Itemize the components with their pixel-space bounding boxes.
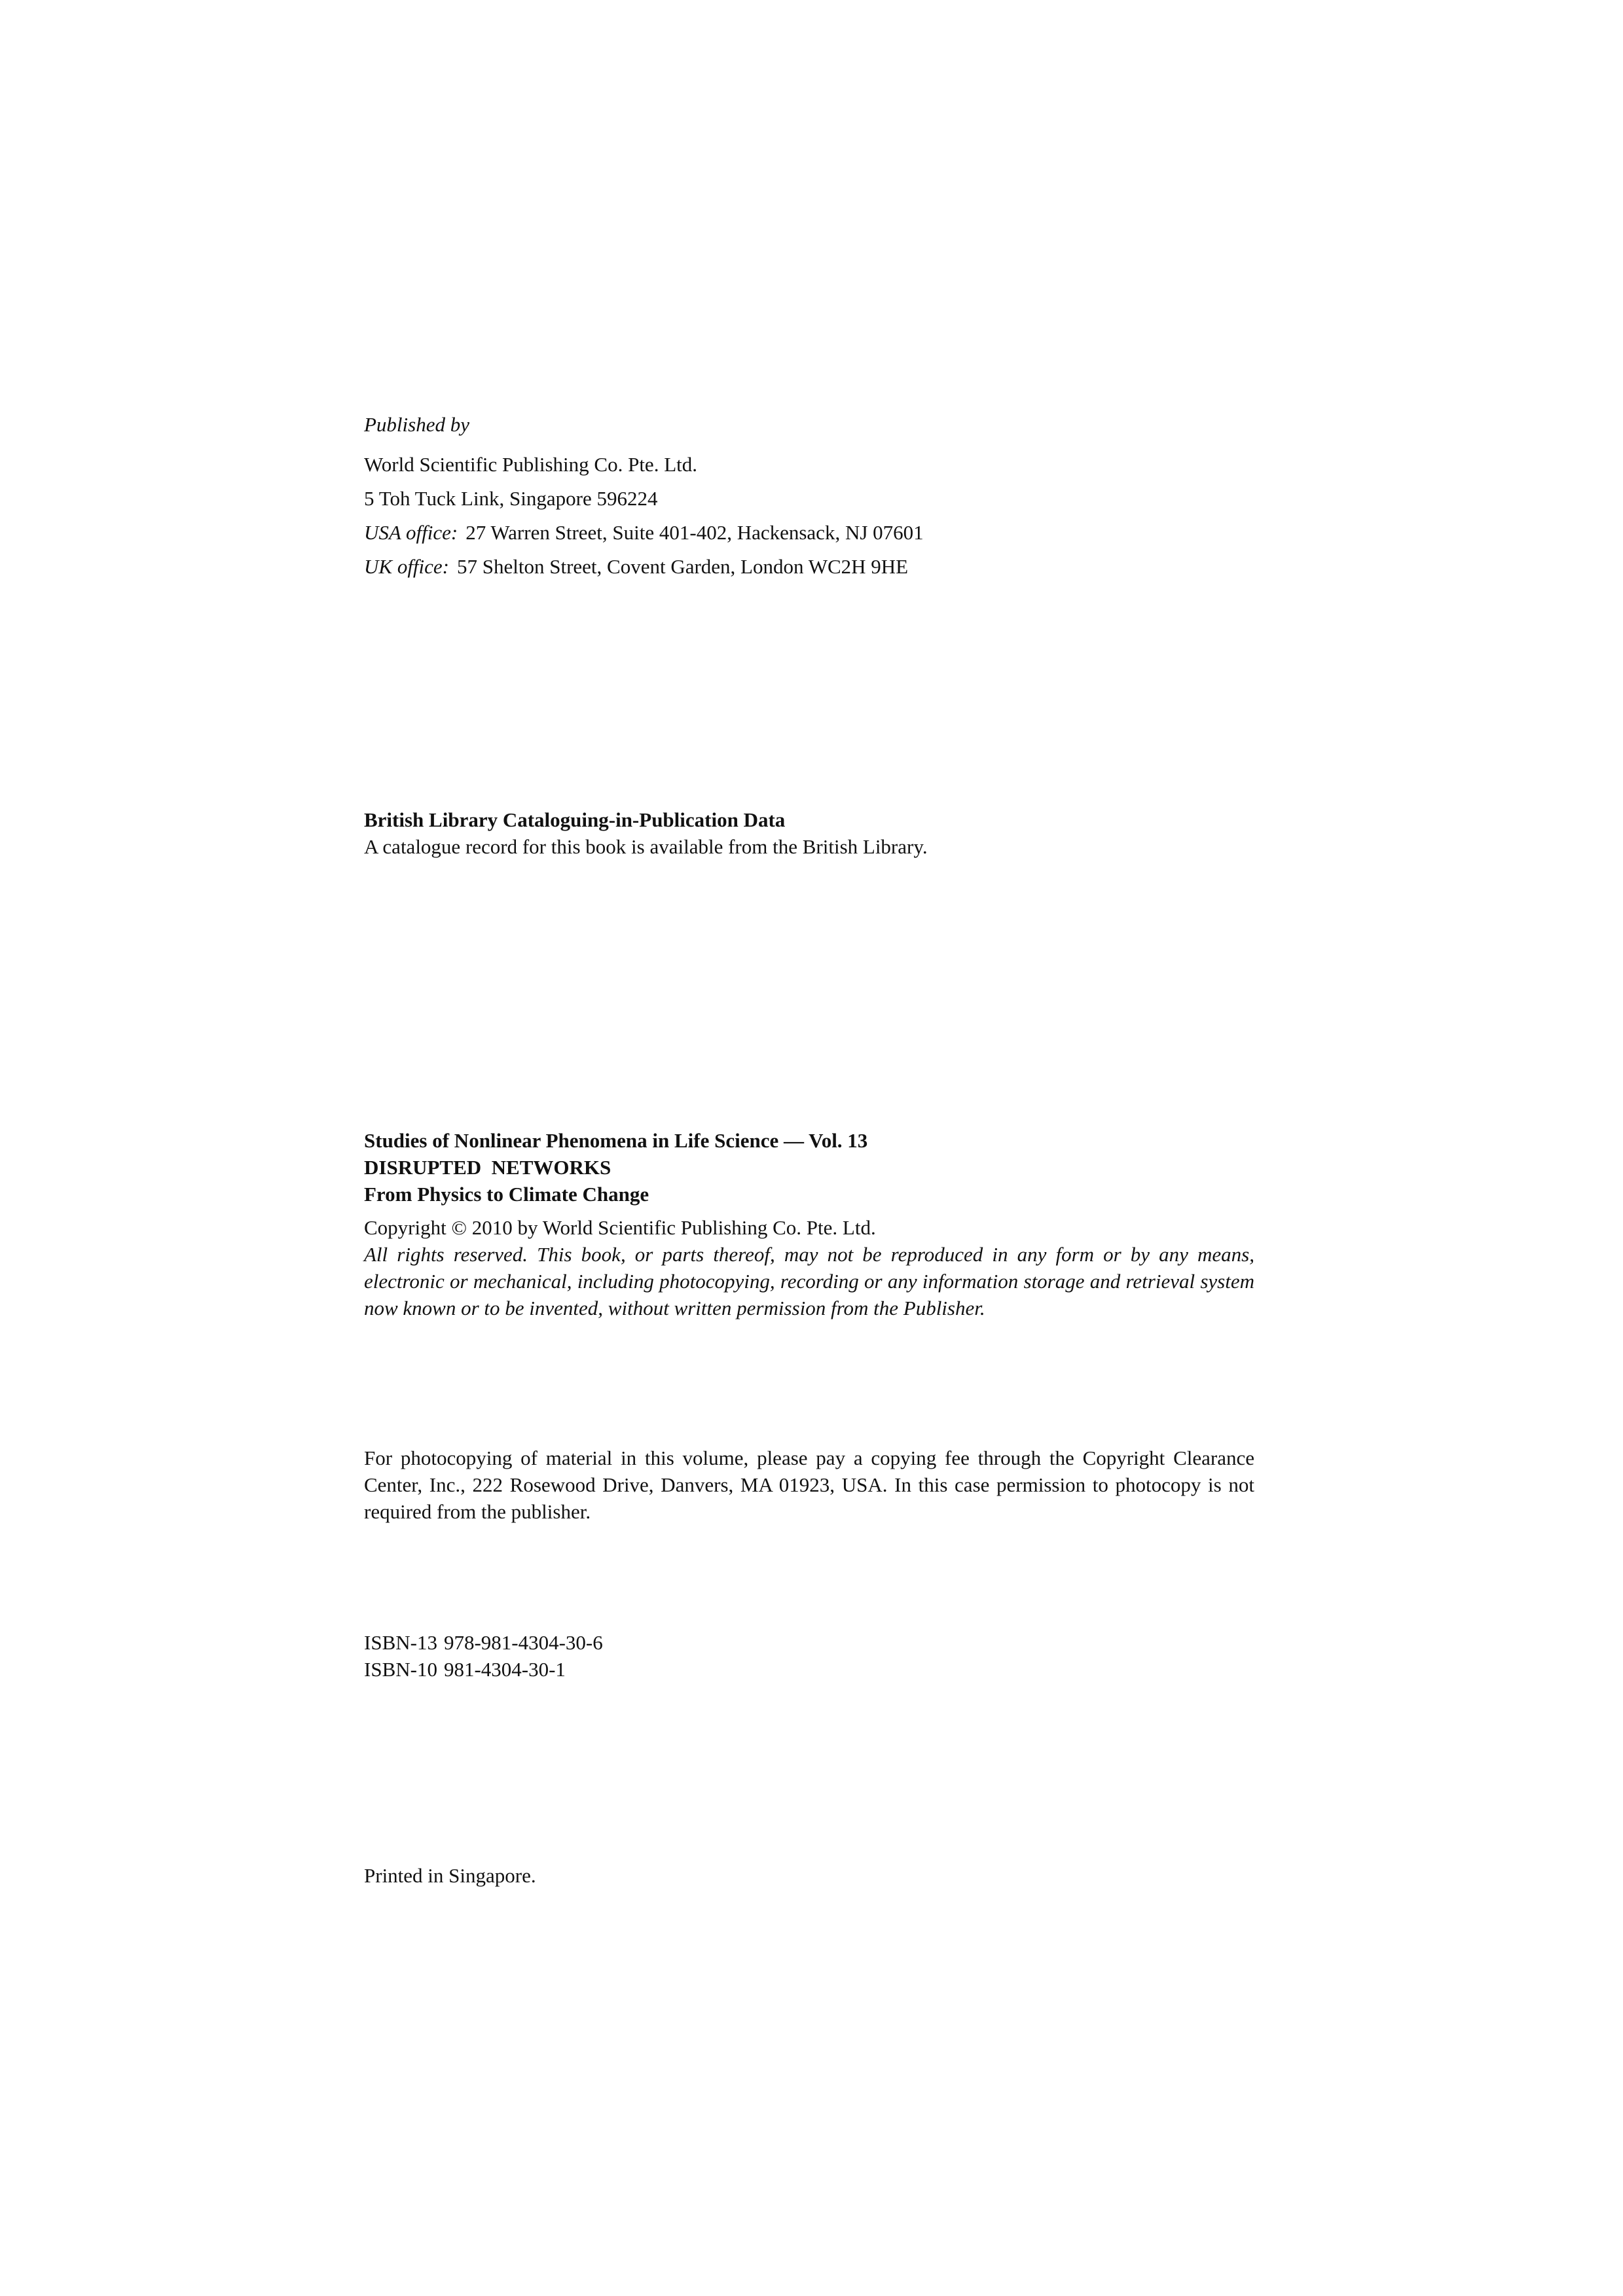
printed-in: Printed in Singapore. — [364, 1864, 536, 1887]
printed-section — [364, 1862, 1254, 1889]
cip-heading: British Library Cataloguing-in-Publication Data — [364, 808, 786, 831]
copyright-line: Copyright © 2010 by World Scientific Publishing Co. Pte. Ltd. — [364, 1216, 876, 1239]
publisher-address: 5 Toh Tuck Link, Singapore 596224 — [364, 487, 658, 510]
isbn-13-line — [364, 1629, 1254, 1656]
book-info-section — [364, 1127, 1254, 1321]
book-title: DISRUPTED NETWORKS — [364, 1156, 611, 1179]
isbn-section — [364, 1629, 1254, 1683]
book-subtitle: From Physics to Climate Change — [364, 1183, 649, 1206]
uk-office-label: UK office: — [364, 555, 449, 578]
isbn-10-value: 981-4304-30-1 — [443, 1658, 566, 1681]
isbn-13-value: 978-981-4304-30-6 — [443, 1631, 603, 1654]
photocopy-section — [364, 1444, 1254, 1525]
photocopy-notice: For photocopying of material in this volume, please pay a copying fee through the Copyright Clearance Center, Inc., 222 Rosewood Drive, Danvers, MA 01923, USA. In this case permission to photocopy is not required from the publisher. — [364, 1446, 1254, 1523]
series-title: Studies of Nonlinear Phenomena in Life Science — Vol. 13 — [364, 1129, 868, 1152]
cip-section — [364, 806, 1254, 860]
uk-office-address: 57 Shelton Street, Covent Garden, London WC2H 9HE — [457, 555, 909, 578]
cip-text: A catalogue record for this book is available from the British Library. — [364, 835, 928, 858]
usa-office-address: 27 Warren Street, Suite 401-402, Hackensack, NJ 07601 — [465, 521, 924, 544]
isbn-10-label: ISBN-10 — [364, 1658, 437, 1681]
published-by-label: Published by — [364, 413, 469, 436]
rights-notice: All rights reserved. This book, or parts thereof, may not be reproduced in any form or by any means, electronic or mechanical, including photocopying, recording or any information storage and retrieval system now known or to be invented, without written permission from the Publisher. — [364, 1243, 1254, 1319]
publisher-section — [364, 411, 1254, 580]
isbn-10-line — [364, 1656, 1254, 1683]
usa-office-line — [364, 519, 1254, 546]
isbn-13-label: ISBN-13 — [364, 1631, 437, 1654]
uk-office-line — [364, 553, 1254, 580]
usa-office-label: USA office: — [364, 521, 458, 544]
publisher-name: World Scientific Publishing Co. Pte. Ltd. — [364, 453, 697, 476]
